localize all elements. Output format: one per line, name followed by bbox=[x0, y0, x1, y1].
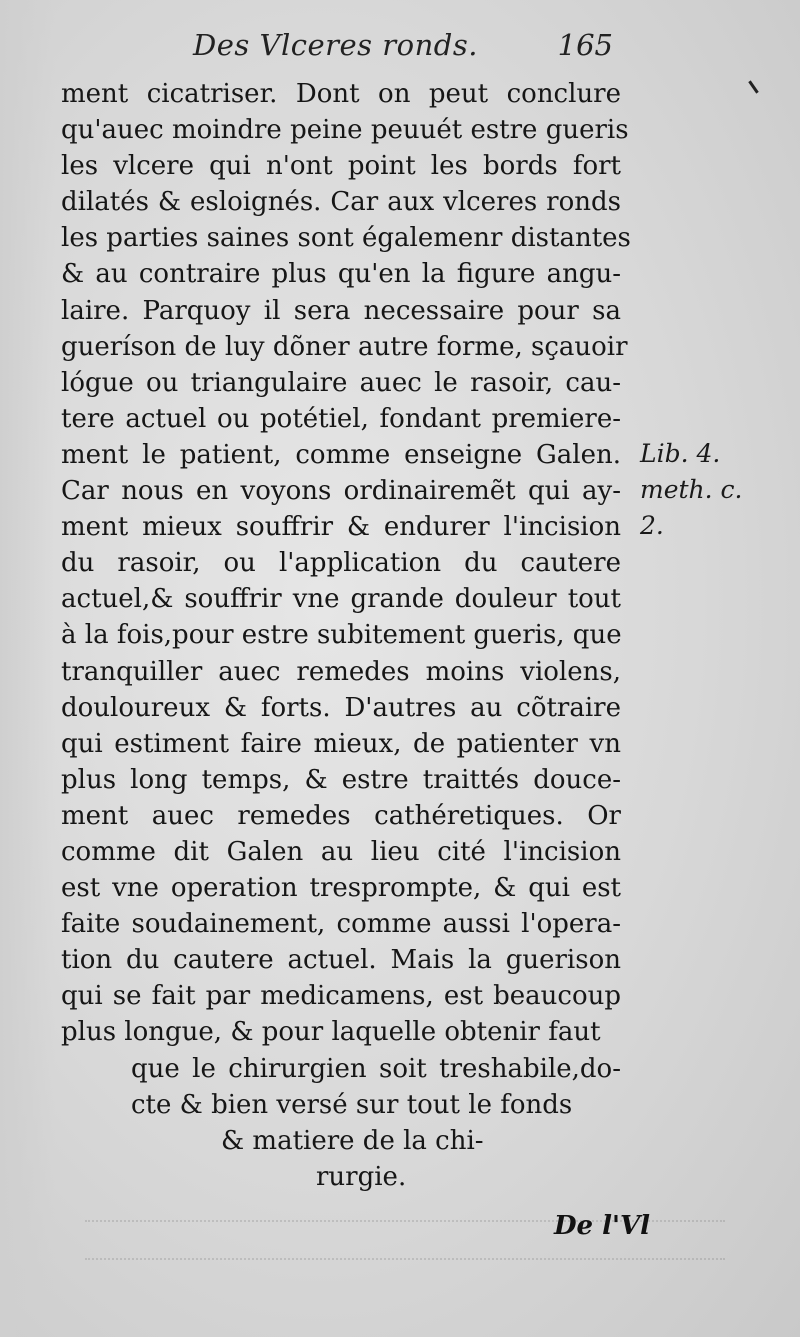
text-line: dilatés & esloignés. Car aux vlceres ronds bbox=[61, 187, 621, 218]
text-line: les vlcere qui n'ont point les bords fort bbox=[61, 151, 621, 182]
text-line: que le chirurgien soit treshabile,do- bbox=[131, 1053, 621, 1084]
text-line: comme dit Galen au lieu cité l'incision bbox=[61, 836, 621, 867]
text-line: gueríson de luy dõner autre forme, sçauoir bbox=[61, 331, 628, 362]
text-line: douloureux & forts. D'autres au cõtraire bbox=[61, 692, 621, 723]
margin-note-line: Lib. 4. bbox=[640, 439, 721, 468]
page-number: 165 bbox=[557, 28, 613, 62]
marginal-reference bbox=[640, 436, 743, 544]
text-line: plus longue, & pour laquelle obtenir faut bbox=[61, 1017, 601, 1048]
text-line: plus long temps, & estre traittés douce- bbox=[61, 764, 621, 795]
text-line: & au contraire plus qu'en la figure angu- bbox=[61, 259, 621, 290]
ink-mark bbox=[748, 80, 758, 93]
body-text bbox=[61, 76, 631, 1195]
text-line: faite soudainement, comme aussi l'opera- bbox=[61, 909, 621, 940]
bleed-through-texture bbox=[85, 1190, 725, 1300]
catchword: De l'Vl bbox=[553, 1211, 650, 1241]
text-line: tranquiller auec remedes moins violens, bbox=[61, 656, 621, 687]
text-line: à la fois,pour estre subitement gueris, que bbox=[61, 620, 622, 651]
text-line: tere actuel ou potétiel, fondant premiere- bbox=[61, 403, 621, 434]
text-line: ment le patient, comme enseigne Galen. bbox=[61, 439, 621, 470]
running-head bbox=[193, 22, 613, 66]
text-line: lógue ou triangulaire auec le rasoir, cau- bbox=[61, 367, 621, 398]
text-line: ment mieux souffrir & endurer l'incision bbox=[61, 512, 621, 543]
text-line: cte & bien versé sur tout le fonds bbox=[131, 1089, 573, 1120]
text-line: rurgie. bbox=[316, 1161, 407, 1192]
text-line: actuel,& souffrir vne grande douleur tout bbox=[61, 584, 621, 615]
text-line: qui estiment faire mieux, de patienter vn bbox=[61, 728, 621, 759]
text-line: du rasoir, ou l'application du cautere bbox=[61, 548, 621, 579]
margin-note-line: 2. bbox=[640, 511, 664, 540]
text-line: & matiere de la chi- bbox=[221, 1125, 484, 1156]
text-line: tion du cautere actuel. Mais la guerison bbox=[61, 945, 621, 976]
text-line: qui se fait par medicamens, est beaucoup bbox=[61, 981, 621, 1012]
text-line: qu'auec moindre peine peuuét estre gueris bbox=[61, 115, 629, 146]
margin-note-line: meth. c. bbox=[640, 475, 743, 504]
text-line: est vne operation tresprompte, & qui est bbox=[61, 873, 621, 904]
text-line: ment auec remedes cathéretiques. Or bbox=[61, 800, 621, 831]
text-line: laire. Parquoy il sera necessaire pour sa bbox=[61, 295, 621, 326]
text-line: ment cicatriser. Dont on peut conclure bbox=[61, 79, 621, 109]
text-line: les parties saines sont égalemenr distantes bbox=[61, 223, 631, 254]
running-title: Des Vlceres ronds. bbox=[193, 28, 478, 62]
text-line: Car nous en voyons ordinairemẽt qui ay- bbox=[61, 476, 621, 507]
